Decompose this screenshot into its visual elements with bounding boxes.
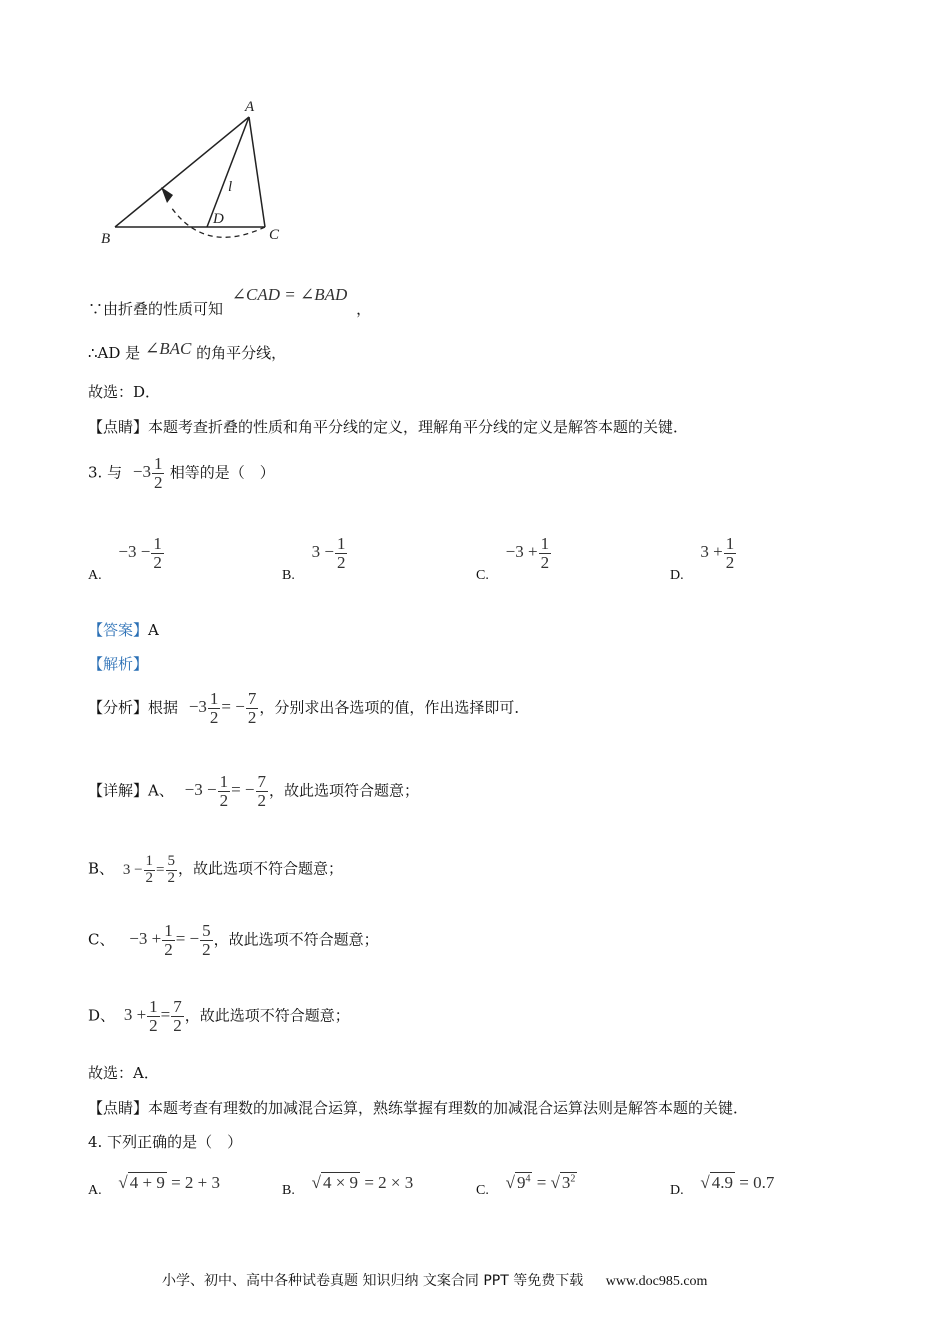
detail-a-prefix: 【详解】A、 xyxy=(88,781,174,800)
q4-option-a-rhs: = 2 + 3 xyxy=(171,1173,221,1192)
detail-d-lead: 3 + xyxy=(123,1005,147,1025)
q3-option-d-letter: D. xyxy=(670,568,684,584)
q4-option-c-exp2: 2 xyxy=(570,1173,576,1185)
q4-option-c-eq: = xyxy=(536,1173,547,1192)
detail-a-lead: −3 − xyxy=(184,780,217,800)
bisector-prefix: ∴AD 是 xyxy=(88,344,141,362)
question-3-stem xyxy=(88,455,275,492)
q3-detail-d xyxy=(88,998,350,1035)
q3-option-a-den: 2 xyxy=(153,552,162,572)
q4-option-b-rhs: = 2 × 3 xyxy=(364,1173,414,1192)
dianjing-q3-text: 本题考查有理数的加减混合运算，熟练掌握有理数的加减混合运算法则是解答本题的关键． xyxy=(148,1099,749,1117)
fold-property-suffix: ， xyxy=(356,300,372,318)
detail-a-den: 2 xyxy=(219,790,229,810)
q3-option-b-num: 1 xyxy=(336,534,346,553)
dianjing-text: 本题考查折叠的性质和角平分线的定义，理解角平分线的定义是解答本题的关键． xyxy=(148,418,689,436)
footer-text: 小学、初中、高中各种试卷真题 知识归纳 文案合同 PPT 等免费下载 xyxy=(162,1273,584,1289)
detail-b-suffix: ，故此选项不符合题意； xyxy=(178,859,344,878)
q4-option-a-radicand: 4 + 9 xyxy=(129,1173,165,1192)
q3-option-a-num: 1 xyxy=(153,534,162,553)
q3-fenxi xyxy=(88,690,529,727)
q3-option-b-lead: 3 − xyxy=(311,542,334,562)
fenxi-suffix: ，分别求出各选项的值，作出选择即可． xyxy=(259,698,530,717)
detail-d-suffix: ，故此选项不符合题意； xyxy=(184,1006,350,1025)
choose-a-line: 故选：A． xyxy=(88,1064,159,1082)
q3-whole: −3 xyxy=(132,462,151,482)
fold-property-prefix: ∵由折叠的性质可知 xyxy=(88,300,224,318)
fenxi-rnum: 7 xyxy=(247,689,257,708)
fenxi-whole: −3 xyxy=(188,697,207,717)
side-ab xyxy=(115,117,249,227)
q4-option-c-base1: 9 xyxy=(516,1173,526,1192)
q3-detail-a xyxy=(88,773,419,810)
detail-c-prefix: C、 xyxy=(88,930,115,949)
dianjing-tag: 【点睛】 xyxy=(88,418,149,436)
detail-c-rden: 2 xyxy=(202,939,211,959)
side-ac xyxy=(249,117,265,227)
fenxi-num: 1 xyxy=(209,689,219,708)
q3-stem-prefix: 3. 与 xyxy=(88,463,123,482)
fold-arrowhead xyxy=(161,187,173,203)
label-d: D xyxy=(213,211,224,227)
fenxi-rden: 2 xyxy=(247,707,257,727)
dianjing-line-q3 xyxy=(88,1097,748,1118)
detail-b-rnum: 5 xyxy=(167,853,175,869)
q4-option-b-radicand: 4 × 9 xyxy=(322,1173,359,1192)
q3-option-d-lead: 3 + xyxy=(700,542,723,562)
detail-c-lead: −3 + xyxy=(129,929,162,949)
bisector-suffix: 的角平分线， xyxy=(196,344,287,362)
detail-b-rden: 2 xyxy=(167,869,175,886)
q3-option-d-den: 2 xyxy=(725,552,735,572)
q3-option-d[interactable] xyxy=(670,534,737,584)
q3-option-b[interactable] xyxy=(282,534,348,584)
q3-option-a[interactable] xyxy=(88,534,165,584)
fenxi-rhs-lead: = − xyxy=(221,697,245,717)
q3-detail-b xyxy=(88,854,343,887)
fenxi-den: 2 xyxy=(209,707,219,727)
label-l: l xyxy=(228,179,233,195)
fold-triangle-figure xyxy=(95,95,295,255)
q4-option-c-exp1: 4 xyxy=(525,1173,531,1185)
detail-a-num: 1 xyxy=(219,772,229,791)
q4-option-b[interactable]: B. √ 4 × 9 = 2 × 3 xyxy=(282,1173,414,1198)
fold-property-line xyxy=(88,284,372,318)
dianjing-q3-tag: 【点睛】 xyxy=(88,1099,149,1117)
detail-c-suffix: ，故此选项不符合题意； xyxy=(213,930,379,949)
question-4-stem: 4. 下列正确的是（ ） xyxy=(88,1133,243,1151)
choose-d-line: 故选：D． xyxy=(88,383,161,401)
q3-option-d-num: 1 xyxy=(725,534,735,553)
detail-c-eq: = − xyxy=(175,929,200,949)
detail-c-den: 2 xyxy=(164,939,173,959)
q3-stem-suffix: 相等的是（ ） xyxy=(169,463,275,482)
label-a: A xyxy=(245,99,255,115)
q4-option-c-letter: C. xyxy=(476,1183,489,1198)
q3-option-c[interactable] xyxy=(476,534,552,584)
detail-b-den: 2 xyxy=(145,869,154,886)
q4-option-b-letter: B. xyxy=(282,1183,295,1198)
label-c: C xyxy=(269,227,280,243)
angle-equation: ∠CAD = ∠BAD xyxy=(231,285,348,304)
analysis-tag: 【解析】 xyxy=(88,655,149,673)
page-footer xyxy=(162,1270,707,1290)
q3-option-a-letter: A. xyxy=(88,568,102,584)
q4-option-d-rhs: = 0.7 xyxy=(739,1173,775,1192)
q3-num: 1 xyxy=(153,454,163,473)
footer-url[interactable]: www.doc985.com xyxy=(605,1274,708,1289)
detail-d-prefix: D、 xyxy=(88,1006,116,1025)
q4-option-c-base2: 3 xyxy=(561,1173,571,1192)
detail-b-prefix: B、 xyxy=(88,859,115,878)
detail-d-rnum: 7 xyxy=(173,997,182,1016)
q3-answer xyxy=(88,619,159,640)
q3-option-c-lead: −3 + xyxy=(505,542,538,562)
dianjing-line-q2 xyxy=(88,416,688,437)
q3-den: 2 xyxy=(153,472,163,492)
q4-option-d-letter: D. xyxy=(670,1183,684,1198)
fenxi-tag: 【分析】 xyxy=(88,698,149,717)
q3-option-c-den: 2 xyxy=(540,552,550,572)
q3-option-a-lead: −3 − xyxy=(118,542,151,562)
q3-detail-c xyxy=(88,922,379,959)
detail-b-num: 1 xyxy=(145,853,154,869)
detail-d-num: 1 xyxy=(149,997,158,1016)
detail-d-rden: 2 xyxy=(173,1015,182,1035)
detail-a-eq: = − xyxy=(231,780,255,800)
detail-c-rnum: 5 xyxy=(202,921,211,940)
detail-a-rnum: 7 xyxy=(257,772,266,791)
q4-option-a[interactable]: A. √ 4 + 9 = 2 + 3 xyxy=(88,1173,221,1198)
detail-a-rden: 2 xyxy=(257,790,266,810)
detail-c-num: 1 xyxy=(164,921,173,940)
q3-option-b-letter: B. xyxy=(282,568,295,584)
detail-b-eq: = xyxy=(156,861,165,878)
detail-a-suffix: ，故此选项符合题意； xyxy=(269,781,420,800)
angle-bac: ∠BAC xyxy=(144,339,192,358)
bisector-conclusion-line xyxy=(88,339,287,363)
q3-option-c-letter: C. xyxy=(476,568,489,584)
detail-b-lead: 3 − xyxy=(122,861,143,878)
q3-mixed-number xyxy=(132,454,170,492)
q4-option-a-letter: A. xyxy=(88,1183,102,1198)
q4-option-d[interactable]: D. √ 4.9 = 0.7 xyxy=(670,1173,775,1198)
q4-option-d-radicand: 4.9 xyxy=(711,1173,733,1192)
q3-option-c-num: 1 xyxy=(540,534,550,553)
q4-option-c[interactable]: C. √ $9^4$ = √ $3^2$ xyxy=(476,1173,576,1198)
detail-d-eq: = xyxy=(160,1005,171,1025)
fenxi-prefix: 根据 xyxy=(148,698,179,717)
detail-d-den: 2 xyxy=(149,1015,158,1035)
q3-option-b-den: 2 xyxy=(336,552,346,572)
answer-tag: 【答案】 xyxy=(88,621,149,639)
answer-value: A xyxy=(148,621,159,639)
label-b: B xyxy=(101,231,111,247)
